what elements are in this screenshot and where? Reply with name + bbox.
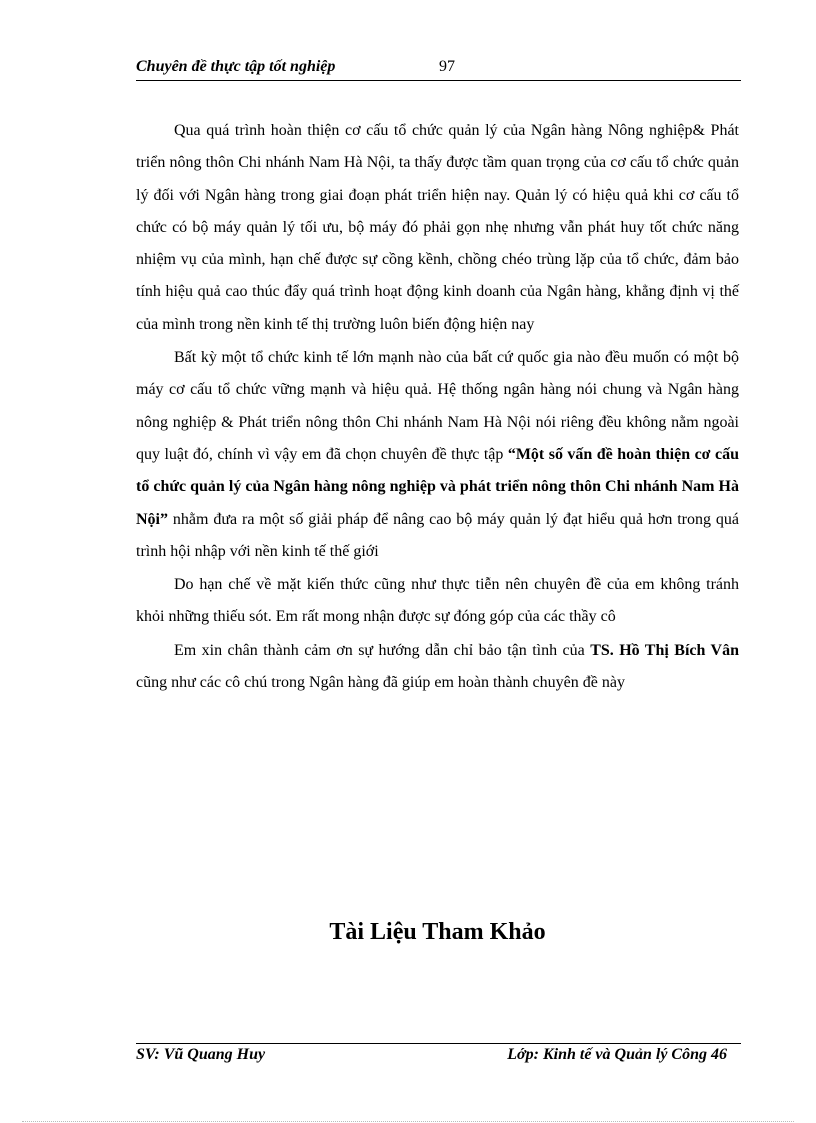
paragraph-topic [136,342,739,568]
acknowledgement-outro-text: cũng như các cô chú trong Ngân hàng đã giúp em hoàn thành chuyên đề này [136,674,625,692]
page-footer [136,1043,741,1063]
page-header [136,58,741,81]
paragraph-limitations: Do hạn chế về mặt kiến thức cũng như thực tiễn nên chuyên đề của em không tránh khỏi những thiếu sót. Em rất mong nhận được sự đóng góp của các thầy cô [136,576,739,626]
paragraph-acknowledgement [136,635,739,700]
student-name: SV: Vũ Quang Huy [136,1046,266,1063]
body-text [136,115,739,700]
topic-intro-text: Bất kỳ một tổ chức kinh tế lớn mạnh nào của bất cứ quốc gia nào đều muốn có một bộ máy cơ cấu tổ chức vững mạnh và hiệu quả. Hệ thống ngân hàng nói chung và Ngân hàng nông nghiệp & Phát triển nông thôn Chi nhánh Nam Hà Nội nói riêng đều không nằm ngoài quy luật đó, chính vì vậy em đã chọn chuyên đề thực tập [136,349,739,463]
class-name: Lớp: Kinh tế và Quản lý Công 46 [507,1046,727,1063]
topic-outro-text: nhằm đưa ra một số giải pháp để nâng cao bộ máy quản lý đạt hiểu quả hơn trong quá trình hội nhập với nền kinh tế thế giới [136,510,739,560]
acknowledgement-intro-text: Em xin chân thành cảm ơn sự hướng dẫn chỉ bảo tận tình của [174,641,591,659]
advisor-name: TS. Hồ Thị Bích Vân [590,641,739,659]
references-heading: Tài Liệu Tham Khảo [329,919,546,945]
page-number: 97 [439,58,455,75]
document-title: Chuyên đề thực tập tốt nghiệp [136,58,336,75]
page-bottom-border [22,1121,794,1122]
topic-title: “Một số vấn đề hoàn thiện cơ cấu tổ chức quản lý của Ngân hàng nông nghiệp và phát triển nông thôn Chi nhánh Nam Hà Nội” [136,445,740,528]
paragraph-conclusion: Qua quá trình hoàn thiện cơ cấu tổ chức quản lý của Ngân hàng Nông nghiệp& Phát triển nông thôn Chi nhánh Nam Hà Nội, ta thấy được tầm quan trọng của cơ cấu tổ chức quản lý đối với Ngân hàng trong giai đoạn phát triển hiện nay. Quản lý có hiệu quả khi cơ cấu tổ chức có bộ máy quản lý tối ưu, bộ máy đó phải gọn nhẹ nhưng vẫn phát huy tốt chức năng nhiệm vụ của mình, hạn chế được sự cồng kềnh, chồng chéo trùng lặp của tổ chức, đảm bảo tính hiệu quả cao thúc đẩy quá trình hoạt động kinh doanh của Ngân hàng, khẳng định vị thế của mình trong nền kinh tế thị trường luôn biến động hiện nay [136,122,739,333]
